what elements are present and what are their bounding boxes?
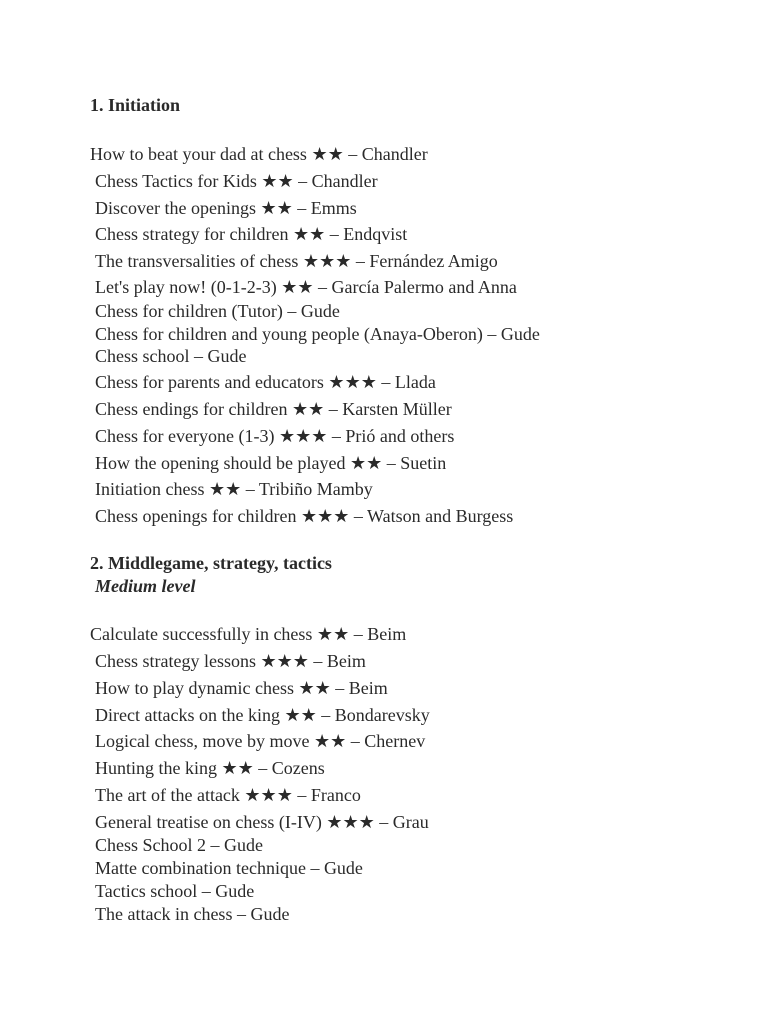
section-heading: 2. Middlegame, strategy, tactics [90,553,332,573]
list-item: Chess endings for children ★★ – Karsten Müller [95,399,452,419]
list-item: Chess strategy for children ★★ – Endqvist [95,224,408,244]
section-subheading: Medium level [95,576,196,596]
list-item: The art of the attack ★★★ – Franco [95,785,361,805]
list-item: How the opening should be played ★★ – Suetin [95,453,447,473]
list-item: How to beat your dad at chess ★★ – Chandler [90,144,428,164]
list-item: Chess Tactics for Kids ★★ – Chandler [95,171,378,191]
list-item: Chess for parents and educators ★★★ – Llada [95,372,436,392]
list-item: General treatise on chess (I-IV) ★★★ – Grau [95,812,429,832]
list-item: Discover the openings ★★ – Emms [95,198,357,218]
list-item: The attack in chess – Gude [95,904,290,924]
list-item: Calculate successfully in chess ★★ – Beim [90,624,407,644]
list-item: The transversalities of chess ★★★ – Fernández Amigo [95,251,498,271]
list-item: Chess strategy lessons ★★★ – Beim [95,651,366,671]
list-item: Let's play now! (0-1-2-3) ★★ – García Palermo and Anna [95,277,517,297]
list-item: How to play dynamic chess ★★ – Beim [95,678,388,698]
list-item: Chess openings for children ★★★ – Watson and Burgess [95,506,514,526]
list-item: Initiation chess ★★ – Tribiño Mamby [95,479,373,499]
list-item: Chess for everyone (1-3) ★★★ – Prió and others [95,426,455,446]
list-item: Logical chess, move by move ★★ – Chernev [95,731,426,751]
section-heading: 1. Initiation [90,95,181,115]
list-item: Hunting the king ★★ – Cozens [95,758,325,778]
list-item: Tactics school – Gude [95,881,255,901]
list-item: Direct attacks on the king ★★ – Bondarevsky [95,705,430,725]
list-item: Chess for children and young people (Anaya-Oberon) – Gude [95,324,540,344]
list-item: Chess School 2 – Gude [95,835,263,855]
list-item: Chess for children (Tutor) – Gude [95,301,340,321]
list-item: Matte combination technique – Gude [95,858,363,878]
list-item: Chess school – Gude [95,346,247,366]
